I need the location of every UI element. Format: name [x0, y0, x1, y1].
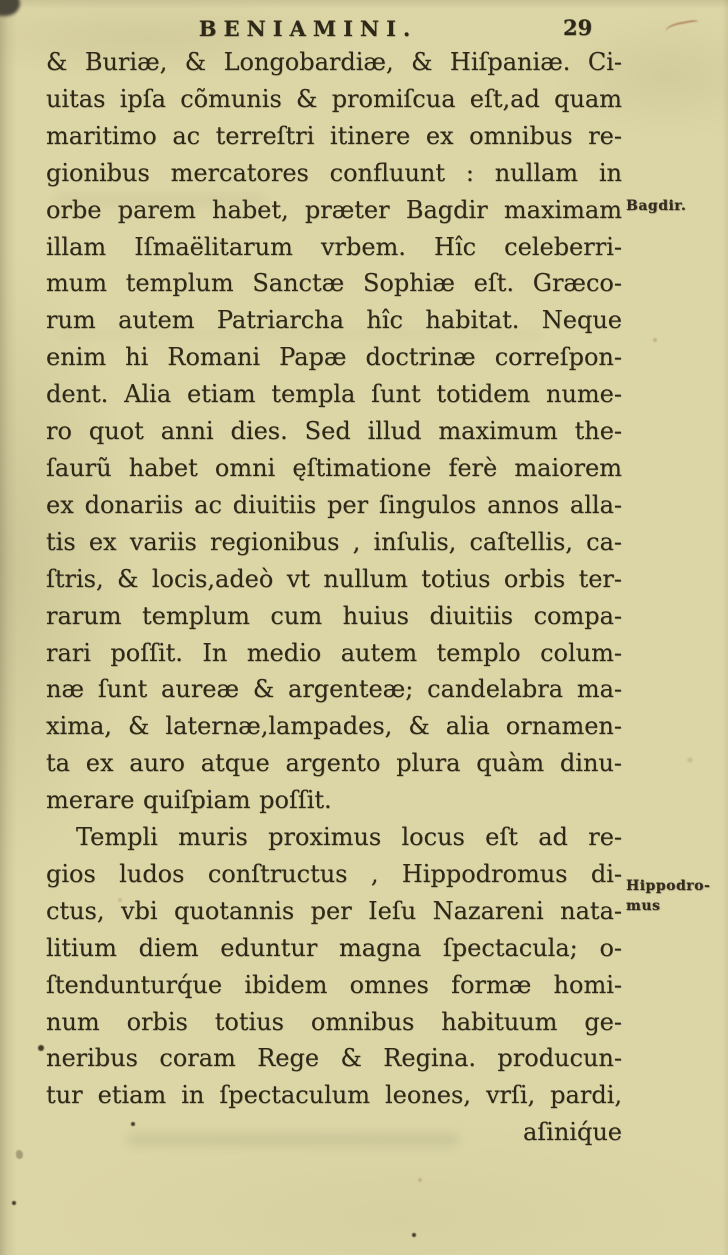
margin-note-text: Bagdir. [626, 198, 687, 214]
text-line: næ ſunt aureæ & argenteæ; candelabra ma- [46, 675, 622, 704]
text-line: & Buriæ, & Longobardiæ, & Hiſpaniæ. Ci- [46, 48, 622, 76]
margin-note-text: Hippodro- [626, 878, 711, 894]
text-line: gios ludos conſtructus , Hippodromus di- [46, 859, 622, 888]
ink-speck [38, 1045, 44, 1051]
text-line: uitas ipſa cõmunis & promiſcua eſt,ad quam [46, 84, 622, 113]
text-line: rum autem Patriarcha hîc habitat. Neque [46, 306, 622, 335]
ink-speck [16, 1150, 23, 1159]
show-through-ghost [60, 330, 540, 339]
text-line: ro quot anni dies. Sed illud maximum the- [46, 417, 622, 446]
text-line: tur etiam in ſpectaculum leones, vrſi, pardi, [46, 1081, 622, 1110]
text-line: merare quiſpiam poſſit. [46, 786, 332, 815]
text-line: dent. Alia etiam templa ſunt totidem nume- [46, 380, 622, 409]
page-number: 29 [563, 15, 593, 40]
text-line: ta ex auro atque argento plura quàm dinu- [46, 749, 622, 778]
running-title: BENIAMINI. [198, 16, 418, 41]
show-through-ghost [128, 1133, 458, 1146]
margin-note-bagdir [626, 196, 726, 216]
text-line: maritimo ac terreſtri itinere ex omnibus re- [46, 121, 622, 150]
margin-note-text: mus [626, 898, 661, 914]
text-line: illam Iſmaëlitarum vrbem. Hîc celeberri- [46, 232, 622, 261]
text-line: orbe parem habet, præter Bagdir maximam [46, 195, 622, 224]
body-text [46, 44, 622, 1151]
text-line: mum templum Sanctæ Sophiæ eſt. Græco- [46, 269, 622, 298]
text-line: enim hi Romani Papæ doctrinæ correſpon- [46, 343, 622, 372]
text-line: gionibus mercatores confluunt : nullam in [46, 158, 622, 187]
text-line: tis ex variis regionibus , inſulis, caſtellis, ca- [46, 527, 622, 556]
text-line: ctus, vbi quotannis per Ieſu Nazareni nata- [46, 896, 622, 925]
text-line: rarum templum cum huius diuitiis compa- [46, 601, 622, 630]
ink-speck [12, 1201, 16, 1205]
show-through-ghost [55, 195, 265, 205]
text-line: litium diem eduntur magna ſpectacula; o- [46, 933, 622, 962]
text-line: ſaurũ habet omni ęſtimatione ferè maiorem [46, 453, 622, 482]
text-line: xima, & laternæ,lampades, & alia ornamen- [46, 712, 622, 741]
margin-note-hippodromus [626, 876, 726, 916]
text-line-paragraph-start: Templi muris proximus locus eſt ad re- [76, 823, 622, 852]
text-line: ſtris, & locis,adeò vt nullum totius orbis ter- [46, 564, 622, 593]
text-line: neribus coram Rege & Regina. producun- [46, 1044, 622, 1073]
ink-speck [131, 1122, 135, 1126]
catchword: aſiniq́ue [522, 1118, 622, 1147]
ink-speck [412, 1233, 416, 1237]
text-line: ſtendunturq́ue ibidem omnes formæ homi- [46, 970, 622, 999]
text-line: ex donariis ac diuitiis per ſingulos annos alla- [46, 490, 622, 519]
pen-mark [664, 19, 700, 39]
text-line: rari poſſit. In medio autem templo colum- [46, 638, 622, 667]
text-line: num orbis totius omnibus habituum ge- [46, 1007, 622, 1036]
corner-blotch [0, 0, 20, 16]
